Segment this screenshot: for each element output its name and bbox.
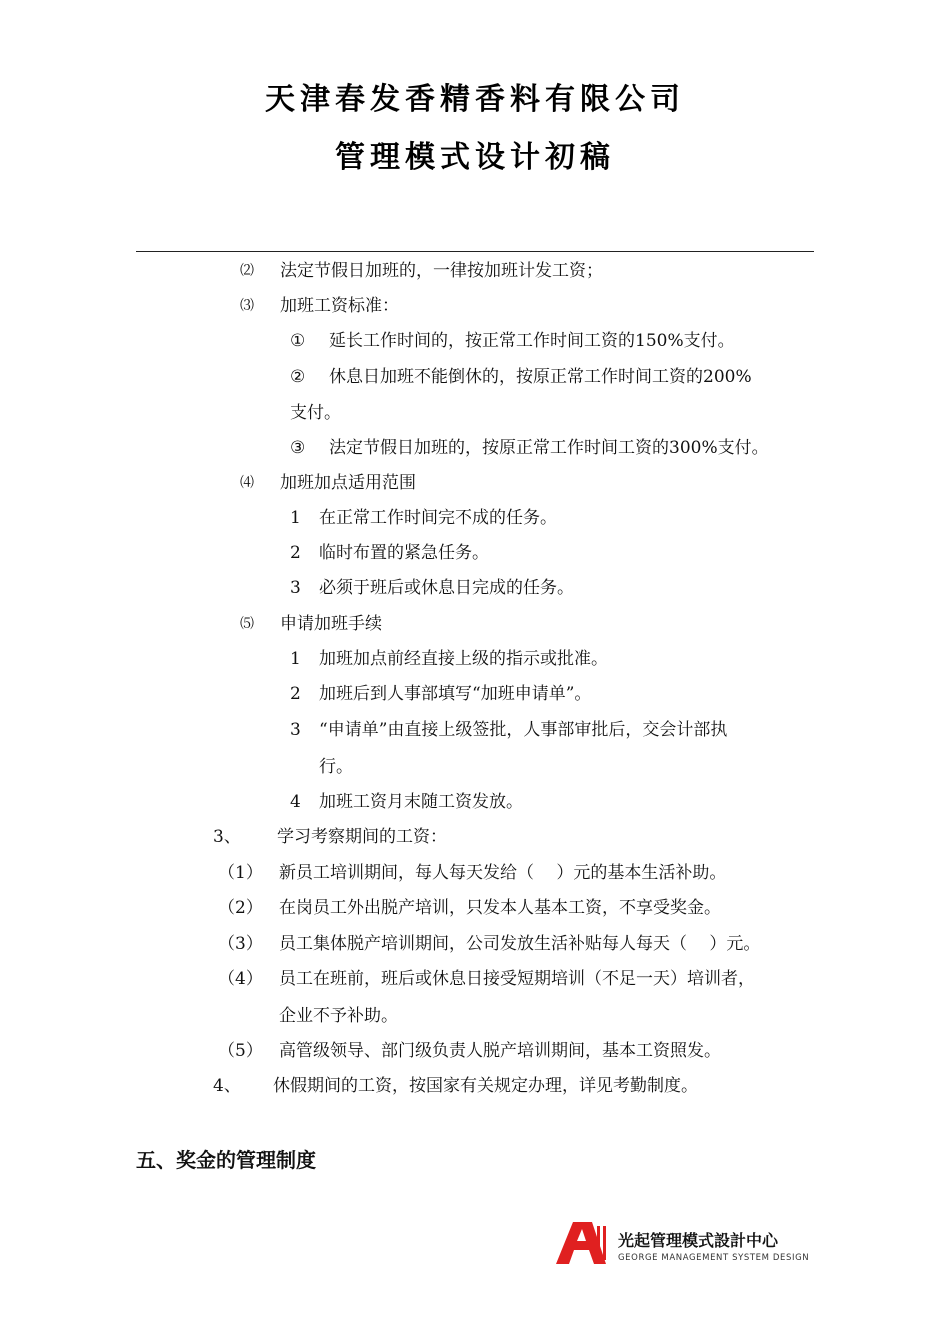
footer-logo — [556, 1222, 818, 1270]
logo-a-icon — [556, 1222, 612, 1264]
procedure-number: 2 — [290, 684, 301, 704]
item-number: ⑶ — [240, 298, 254, 314]
section-text: 学习考察期间的工资： — [277, 827, 447, 847]
procedure-number: 1 — [290, 649, 301, 669]
training-number: （3） — [218, 934, 263, 954]
section-number: 4、 — [213, 1076, 241, 1096]
item-text: 法定节假日加班的，一律按加班计发工资； — [280, 261, 603, 281]
scope-text: 必须于班后或休息日完成的任务。 — [319, 578, 574, 598]
procedure-text-continued: 行。 — [319, 757, 353, 777]
scope-number: 3 — [290, 578, 301, 598]
procedure-text: 加班后到人事部填写“加班申请单”。 — [319, 684, 592, 704]
header-divider — [136, 251, 814, 252]
section-heading: 五、奖金的管理制度 — [136, 1148, 316, 1172]
item-text: 加班工资标准： — [280, 296, 399, 316]
item-number: ⑵ — [240, 263, 254, 279]
training-number: （5） — [218, 1041, 263, 1061]
rate-number: ① — [290, 331, 306, 351]
rate-text: 休息日加班不能倒休的，按原正常工作时间工资的200% — [329, 367, 752, 387]
logo-english: GEORGE MANAGEMENT SYSTEM DESIGN — [618, 1253, 810, 1263]
item-number: ⑷ — [240, 475, 254, 491]
scope-number: 2 — [290, 543, 301, 563]
procedure-number: 4 — [290, 792, 301, 812]
training-text: 员工集体脱产培训期间，公司发放生活补贴每人每天（ ）元。 — [279, 934, 761, 954]
training-number: （2） — [218, 898, 263, 918]
training-text: 在岗员工外出脱产培训，只发本人基本工资，不享受奖金。 — [279, 898, 721, 918]
training-number: （4） — [218, 969, 263, 989]
rate-number: ② — [290, 367, 306, 387]
procedure-number: 3 — [290, 720, 301, 740]
rate-text: 法定节假日加班的，按原正常工作时间工资的300%支付。 — [329, 438, 769, 458]
rate-number: ③ — [290, 438, 306, 458]
training-text: 员工在班前，班后或休息日接受短期培训（不足一天）培训者， — [279, 969, 755, 989]
procedure-text: 加班工资月末随工资发放。 — [319, 792, 523, 812]
scope-text: 在正常工作时间完不成的任务。 — [319, 508, 557, 528]
rate-text: 延长工作时间的，按正常工作时间工资的150%支付。 — [329, 331, 735, 351]
training-text: 高管级领导、部门级负责人脱产培训期间，基本工资照发。 — [279, 1041, 721, 1061]
section-number: 3、 — [213, 827, 241, 847]
training-number: （1） — [218, 863, 263, 883]
section-text: 休假期间的工资，按国家有关规定办理，详见考勤制度。 — [273, 1076, 698, 1096]
training-text: 新员工培训期间，每人每天发给（ ）元的基本生活补助。 — [279, 863, 727, 883]
item-text: 加班加点适用范围 — [280, 473, 416, 493]
rate-text-continued: 支付。 — [290, 403, 341, 423]
document-subtitle: 管理模式设计初稿 — [335, 140, 615, 175]
item-number: ⑸ — [240, 616, 254, 632]
scope-number: 1 — [290, 508, 301, 528]
logo-name: 光起管理模式設計中心 — [618, 1231, 779, 1250]
training-text-continued: 企业不予补助。 — [279, 1006, 398, 1026]
procedure-text: 加班加点前经直接上级的指示或批准。 — [319, 649, 608, 669]
company-title: 天津春发香精香料有限公司 — [265, 82, 685, 117]
item-text: 申请加班手续 — [280, 614, 382, 634]
procedure-text: “申请单”由直接上级签批，人事部审批后，交会计部执 — [319, 720, 728, 740]
scope-text: 临时布置的紧急任务。 — [319, 543, 489, 563]
